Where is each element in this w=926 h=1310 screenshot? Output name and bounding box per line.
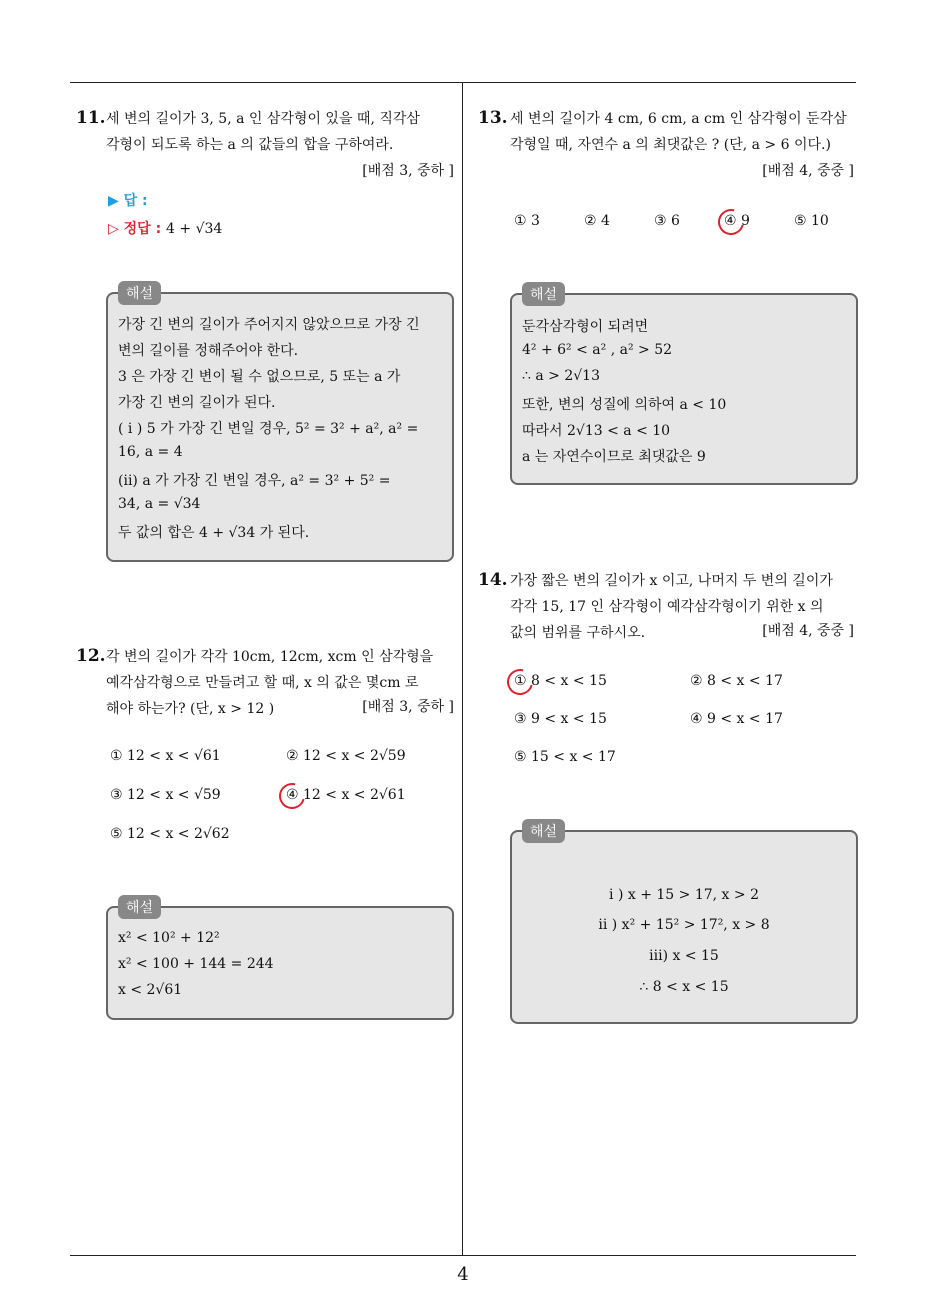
q13-explanation-tag: 해설: [522, 282, 565, 306]
q11-explain-line: ( i ) 5 가 가장 긴 변일 경우, 5² = 3² + a², a² =: [118, 421, 419, 437]
q13-option-2[interactable]: ② 4: [584, 213, 610, 229]
q14-meta: [배점 4, 중중 ]: [762, 623, 854, 639]
q14-line3: 값의 범위를 구하시오.: [510, 625, 646, 641]
q13-explain-line: 따라서 2√13 < a < 10: [522, 423, 671, 439]
q11-meta: [배점 3, 중하 ]: [362, 163, 454, 179]
q12-option-5[interactable]: ⑤ 12 < x < 2√62: [110, 826, 230, 842]
column-divider: [462, 82, 463, 1256]
q13-selected-mark-icon: [713, 204, 749, 240]
q14-explain-line: ∴ 8 < x < 15: [639, 979, 729, 995]
q14-option-2[interactable]: ② 8 < x < 17: [690, 673, 783, 689]
q11-explain-line: 두 값의 합은 4 + √34 가 된다.: [118, 525, 310, 541]
q14-explain-line: i ) x + 15 > 17, x > 2: [609, 887, 759, 903]
q11-explanation-tag: 해설: [118, 281, 161, 305]
q11-correct-value: 4 + √34: [166, 221, 223, 237]
q14-explain-line: iii) x < 15: [649, 948, 719, 964]
q14-number: 14.: [478, 570, 508, 590]
q13-explain-line: 4² + 6² < a² , a² > 52: [522, 342, 673, 358]
q11-explain-line: 34, a = √34: [118, 496, 201, 512]
q13-option-1[interactable]: ① 3: [514, 213, 540, 229]
q11-number: 11.: [76, 108, 106, 128]
q12-line1: 각 변의 길이가 각각 10cm, 12cm, xcm 인 삼각형을: [106, 649, 434, 665]
q13-line1: 세 변의 길이가 4 cm, 6 cm, a cm 인 삼각형이 둔각삼: [510, 111, 847, 127]
q14-option-4[interactable]: ④ 9 < x < 17: [690, 711, 783, 727]
q11-line2: 각형이 되도록 하는 a 의 값들의 합을 구하여라.: [106, 137, 394, 153]
q11-answer-label: ▶ 답 :: [108, 193, 148, 209]
q14-line1: 가장 짧은 변의 길이가 x 이고, 나머지 두 변의 길이가: [510, 573, 833, 589]
q13-line2: 각형일 때, 자연수 a 의 최댓값은 ? (단, a > 6 이다.): [510, 137, 831, 153]
q11-correct-answer: [108, 218, 222, 238]
q11-explain-line: 3 은 가장 긴 변이 될 수 없으므로, 5 또는 a 가: [118, 369, 401, 385]
q14-option-1[interactable]: ① 8 < x < 15: [514, 673, 607, 689]
q12-option-4[interactable]: ④ 12 < x < 2√61: [286, 787, 406, 803]
q12-number: 12.: [76, 646, 106, 666]
q12-explain-line: x² < 100 + 144 = 244: [118, 956, 274, 972]
top-rule: [70, 82, 856, 83]
q11-explain-line: 가장 긴 변의 길이가 주어지지 않았으므로 가장 긴: [118, 317, 420, 333]
q13-option-4[interactable]: ④ 9: [724, 213, 750, 229]
q11-line1: 세 변의 길이가 3, 5, a 인 삼각형이 있을 때, 직각삼: [106, 111, 420, 127]
q13-explain-line: 또한, 변의 성질에 의하여 a < 10: [522, 397, 727, 413]
q11-text: [106, 106, 456, 158]
page-number: 4: [457, 1264, 469, 1285]
q12-option-3[interactable]: ③ 12 < x < √59: [110, 787, 221, 803]
q14-explanation-tag: 해설: [522, 819, 565, 843]
q11-correct-label: ▷ 정답 :: [108, 221, 162, 237]
q12-explain-line: x² < 10² + 12²: [118, 930, 220, 946]
q13-explain-line: a 는 자연수이므로 최댓값은 9: [522, 449, 706, 465]
q13-number: 13.: [478, 108, 508, 128]
q12-line2: 예각삼각형으로 만들려고 할 때, x 의 값은 몇cm 로: [106, 675, 419, 691]
q11-explain-line: 변의 길이를 정해주어야 한다.: [118, 343, 299, 359]
q12-line3: 해야 하는가? (단, x > 12 ): [106, 701, 275, 717]
q13-option-5[interactable]: ⑤ 10: [794, 213, 829, 229]
q12-meta: [배점 3, 중하 ]: [362, 699, 454, 715]
q13-meta: [배점 4, 중중 ]: [762, 163, 854, 179]
q13-explain-line: ∴ a > 2√13: [522, 368, 600, 384]
q11-explain-line: (ii) a 가 가장 긴 변일 경우, a² = 3² + 5² =: [118, 473, 391, 489]
q11-explain-line: 가장 긴 변의 길이가 된다.: [118, 395, 276, 411]
q14-explain-line: ii ) x² + 15² > 17², x > 8: [598, 917, 770, 933]
q12-explanation-tag: 해설: [118, 895, 161, 919]
q12-selected-mark-icon: [274, 778, 310, 814]
q14-option-3[interactable]: ③ 9 < x < 15: [514, 711, 607, 727]
q12-explain-line: x < 2√61: [118, 982, 183, 998]
q12-option-1[interactable]: ① 12 < x < √61: [110, 748, 221, 764]
q11-explain-line: 16, a = 4: [118, 444, 183, 460]
bottom-rule: [70, 1255, 856, 1256]
q14-selected-mark-icon: [502, 664, 538, 700]
q14-option-5[interactable]: ⑤ 15 < x < 17: [514, 749, 616, 765]
q13-option-3[interactable]: ③ 6: [654, 213, 680, 229]
q13-text: [510, 106, 860, 158]
q14-line2: 각각 15, 17 인 삼각형이 예각삼각형이기 위한 x 의: [510, 599, 824, 615]
q12-option-2[interactable]: ② 12 < x < 2√59: [286, 748, 406, 764]
q13-explain-line: 둔각삼각형이 되려면: [522, 319, 649, 335]
